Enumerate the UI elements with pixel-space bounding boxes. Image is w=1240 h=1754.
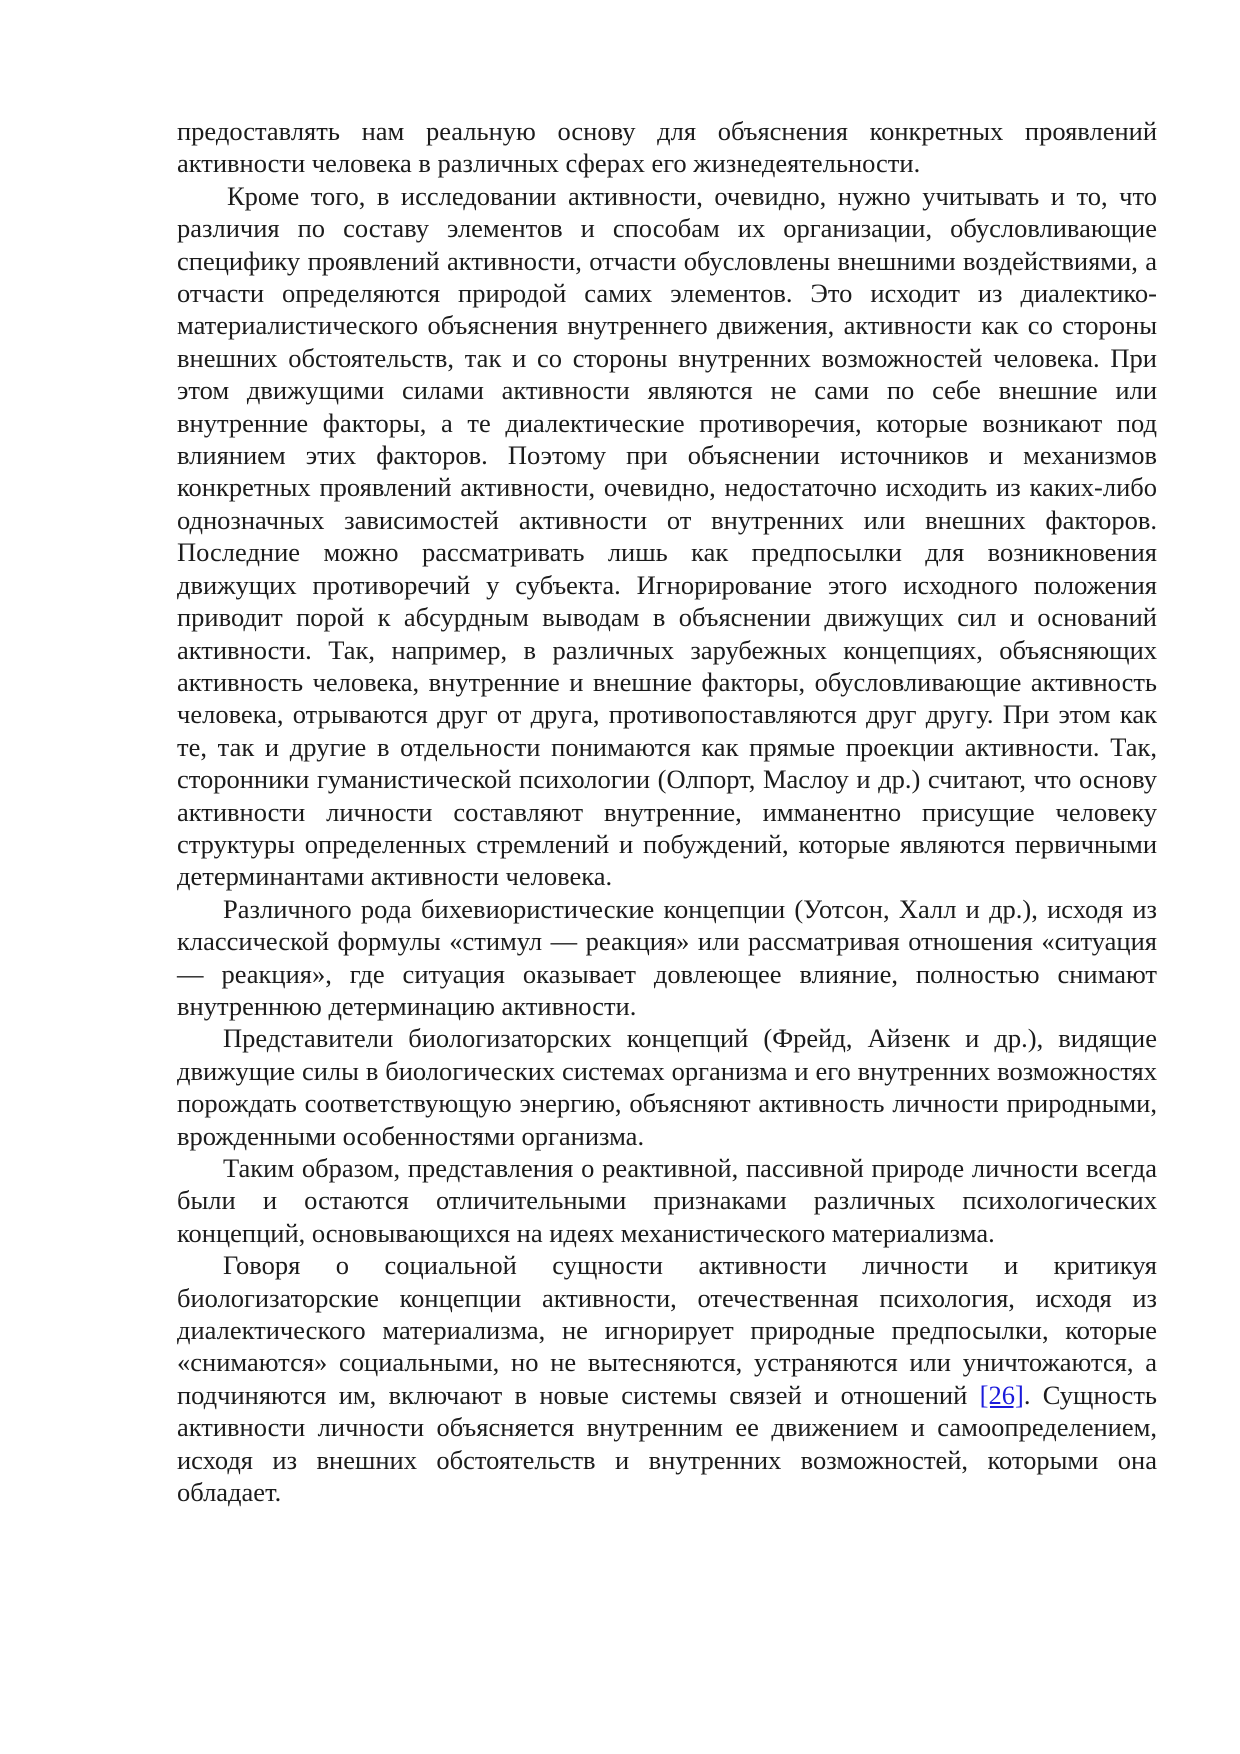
paragraph-2: Кроме того, в исследовании активности, очевидно, нужно учитывать и то, что различия по составу элементов и способам их организации, обусловливающие специфику проявлений активности, отчасти обусловлены внешними воздействиями, а отчасти определяются природой самих элементов. Это исходит из диалектико-материалистического объяснения внутреннего движения, активности как со стороны внешних обстоятельств, так и со стороны внутренних возможностей человека. При этом движущими силами активности являются не сами по себе внешние или внутренние факторы, а те диалектические противоречия, которые возникают под влиянием этих факторов. Поэтому при объяснении источников и механизмов конкретных проявлений активности, очевидно, недостаточно исходить из каких-либо однозначных зависимостей активности от внутренних или внешних факторов. Последние можно рассматривать лишь как предпосылки для возникновения движущих противоречий у субъекта. Игнорирование этого исходного положения приводит порой к абсурдным выводам в объяснении движущих сил и оснований активности. Так, например, в различных зарубежных концепциях, объясняющих активность человека, внутренние и внешние факторы, обусловливающие активность человека, отрываются друг от друга, противопоставляются друг другу. При этом как те, так и другие в отдельности понимаются как прямые проекции активности. Так, сторонники гуманистической психологии (Олпорт, Маслоу и др.) считают, что основу активности личности составляют внутренние, имманентно присущие человеку структуры определенных стремлений и побуждений, которые являются первичными детерминантами активности человека. [177,180,1157,892]
paragraph-1: предоставлять нам реальную основу для объяснения конкретных проявлений активности человека в различных сферах его жизнедеятельности. [177,116,1157,179]
paragraph-5: Таким образом, представления о реактивной, пассивной природе личности всегда были и остаются отличительными признаками различных психологических концепций, основывающихся на идеях механистического материализма. [177,1153,1157,1248]
reference-link[interactable]: [26] [979,1379,1024,1410]
paragraph-6-text-before: Говоря о социальной сущности активности личности и критикуя биологизаторские концепции активности, отечественная психология, исходя из диалектического материализма, не игнорирует природные предпосылки, которые «снимаются» социальными, но не вытесняются, устраняются или уничтожаются, а подчиняются им, включают в новые системы связей и отношений [177,1250,1157,1410]
body-text [177,115,1157,1508]
paragraph-6 [177,1249,1157,1508]
paragraph-4: Представители биологизаторских концепций (Фрейд, Айзенк и др.), видящие движущие силы в биологических системах организма и его внутренних возможностях порождать соответствующую энергию, объясняют активность личности природными, врожденными особенностями организма. [177,1023,1157,1151]
paragraph-6-text-after: . Сущность активности личности объясняется внутренним ее движением и самоопределением, исходя из внешних обстоятельств и внутренних возможностей, которыми она обладает. [177,1379,1157,1508]
paragraph-3: Различного рода бихевиористические концепции (Уотсон, Халл и др.), исходя из классической формулы «стимул — реакция» или рассматривая отношения «ситуация — реакция», где ситуация оказывает довлеющее влияние, полностью снимают внутреннюю детерминацию активности. [177,893,1157,1021]
